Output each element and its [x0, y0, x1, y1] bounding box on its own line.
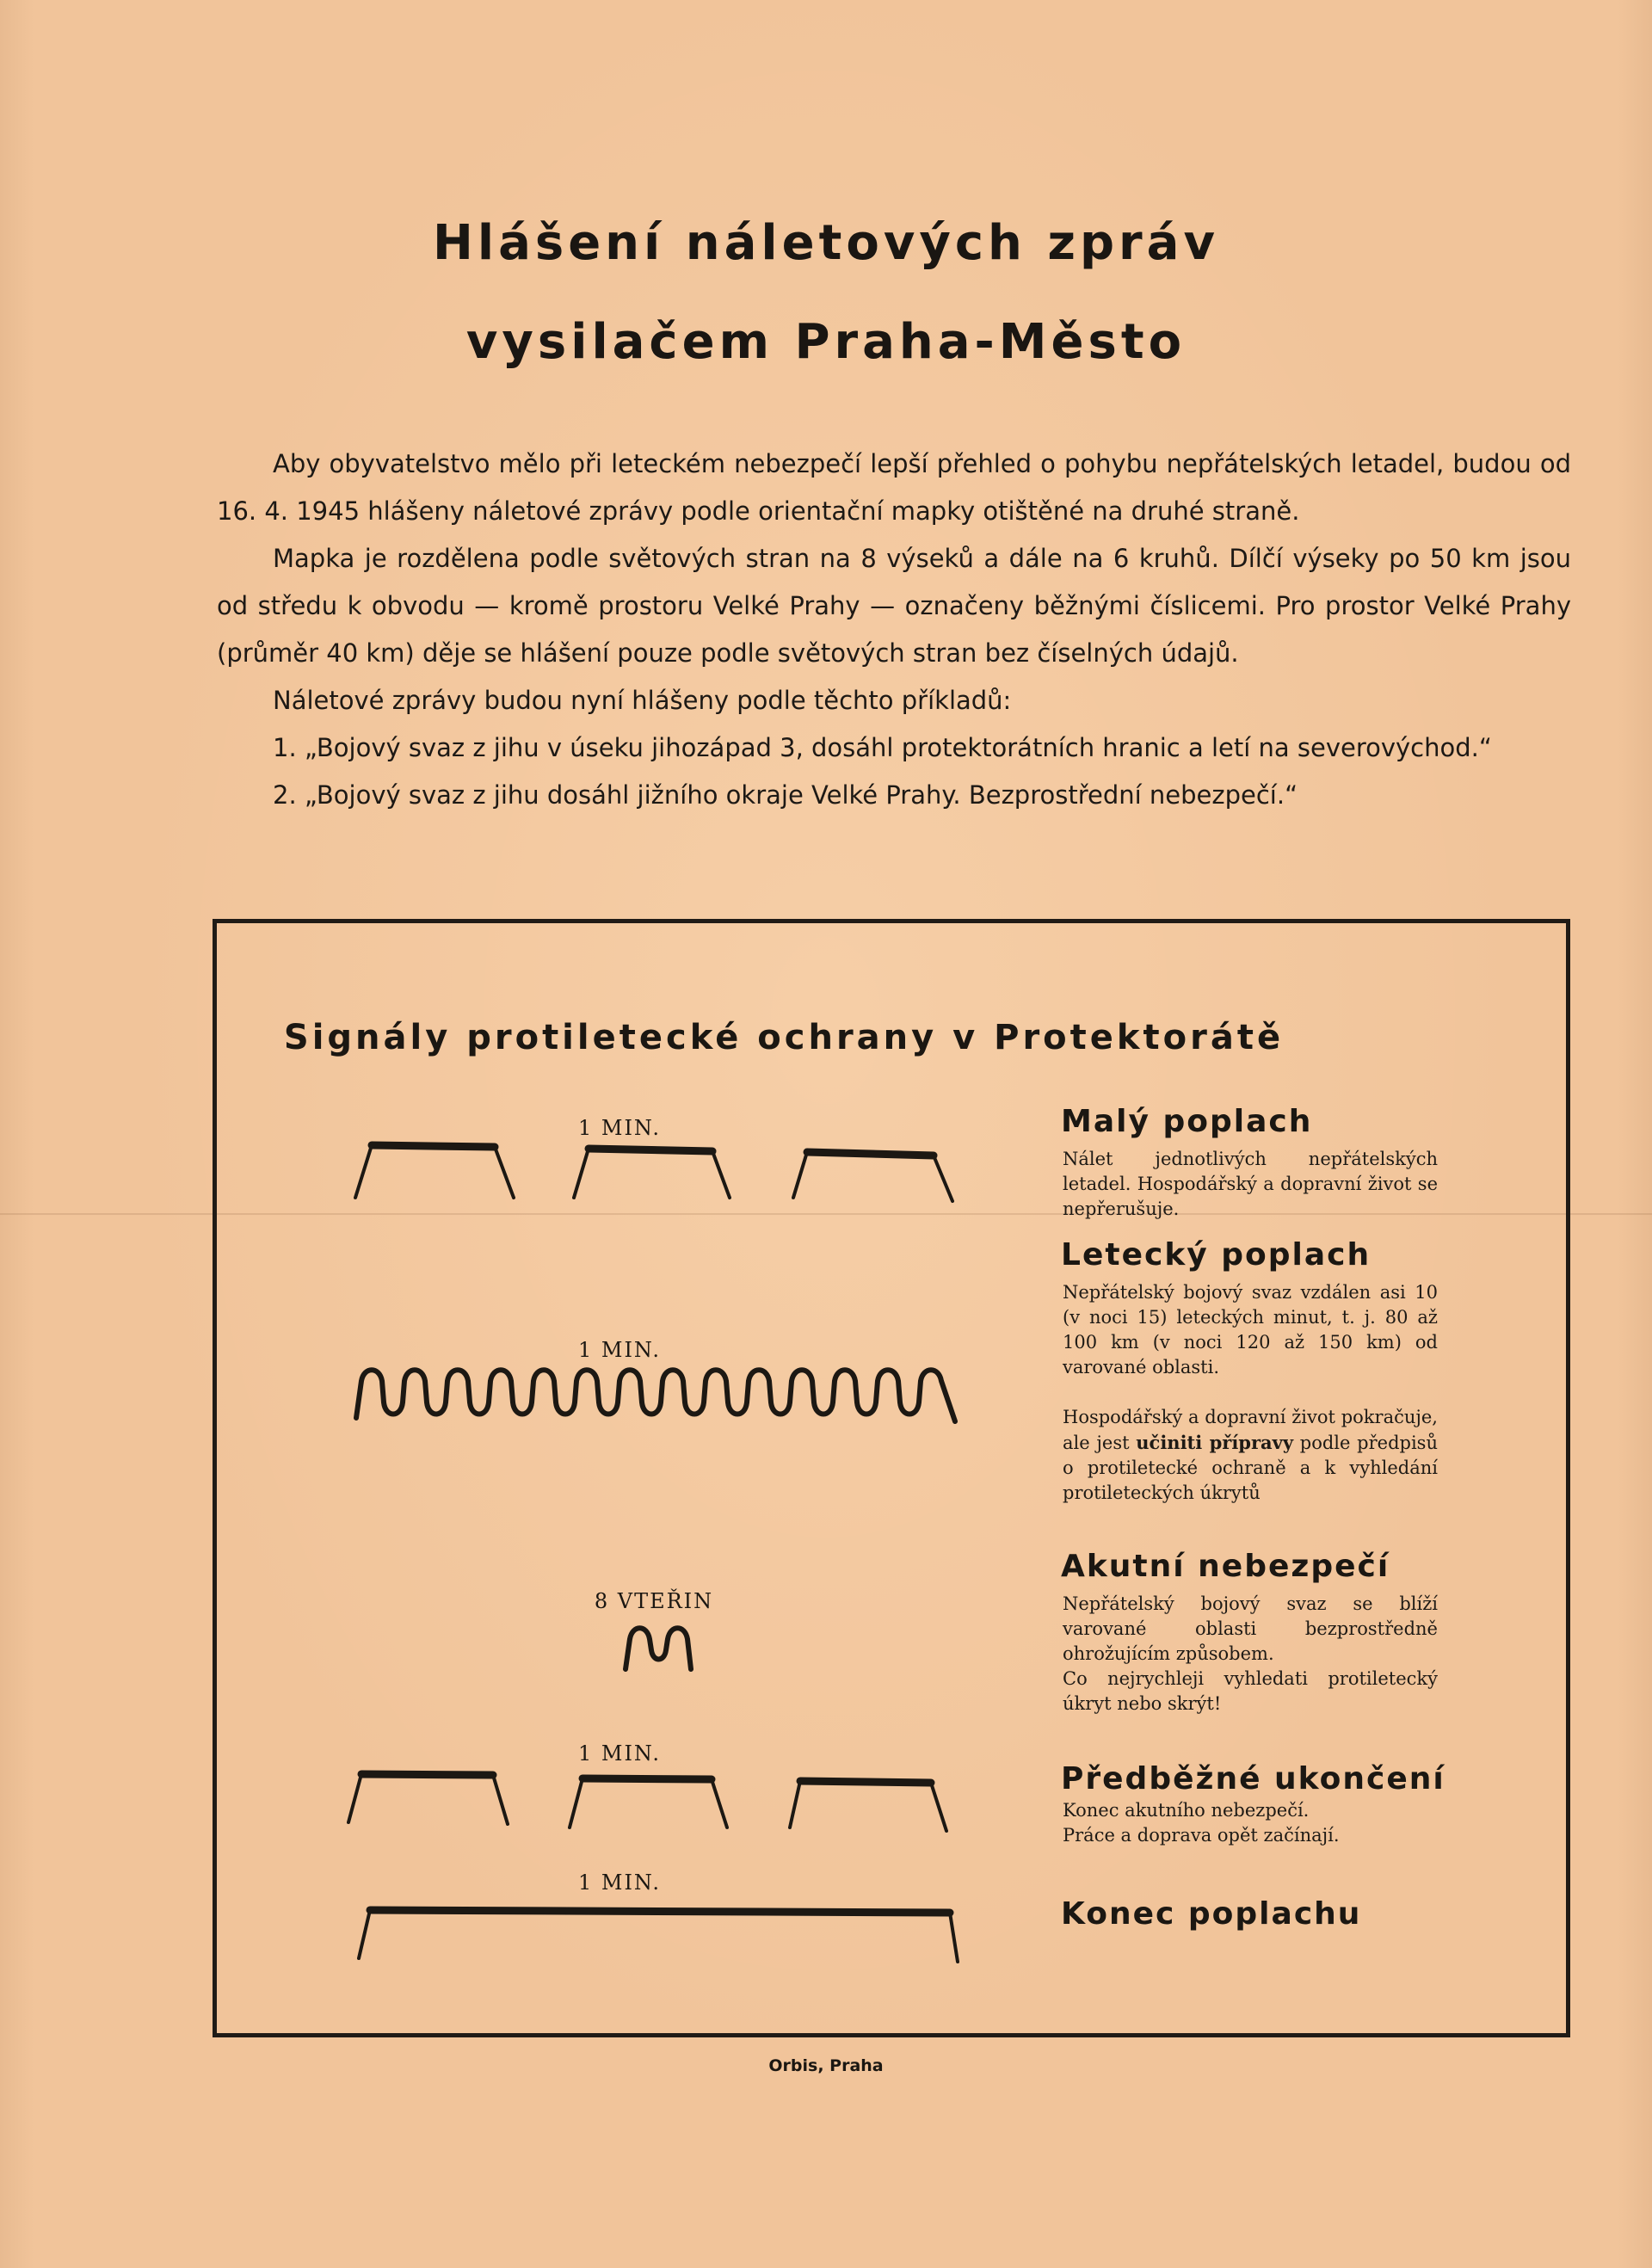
printer-credit: Orbis, Praha [768, 2056, 884, 2075]
signal-maly-pulse-2 [574, 1149, 730, 1198]
signal-maly-pulse-3 [793, 1152, 952, 1201]
signal-letecky-wave [356, 1370, 955, 1421]
desc-predbezne-ukonceni: Konec akutního nebezpečí. [1063, 1800, 1310, 1821]
heading-maly-poplach: Malý poplach [1061, 1104, 1313, 1139]
signals-title: Signály protiletecké ochrany v Protektorátě [283, 1018, 1285, 1057]
heading-predbezne-ukonceni: Předběžné ukončení [1061, 1761, 1446, 1797]
intro-paragraph-3: Náletové zprávy budou nyní hlášeny podle těchto příkladů: [273, 686, 1012, 715]
desc-maly-poplach: Nálet jednotlivých nepřátelských letadel. Hospodářský a dopravní život se nepřerušuje. [1063, 1149, 1438, 1219]
duration-label-letecky: 1 MIN. [577, 1338, 662, 1362]
example-1: 1. „Bojový svaz z jihu v úseku jihozápad 3, dosáhl protektorátních hranic a letí na severovýchod.“ [273, 733, 1492, 762]
siren-signal-diagrams [336, 1067, 989, 2013]
signal-konec-long-pulse [359, 1910, 958, 1962]
desc-letecky-poplach: Nepřátelský bojový svaz vzdálen asi 10 (v noci 15) leteckých minut, t. j. 80 až 100 km (v noci 120 až 150 km) od varované oblasti. [1063, 1282, 1438, 1377]
desc-predbezne-ukonceni-2: Práce a doprava opět začínají. [1063, 1825, 1340, 1846]
desc-akutni-nebezpeci-2: Co nejrychleji vyhledati protiletecký úkryt nebo skrýt! [1063, 1668, 1438, 1714]
desc-akutni-nebezpeci: Nepřátelský bojový svaz se blíží varované oblasti bezprostředně ohrožujícím způsobem. [1063, 1593, 1438, 1664]
duration-label-konec: 1 MIN. [577, 1870, 662, 1895]
example-2: 2. „Bojový svaz z jihu dosáhl jižního okraje Velké Prahy. Bezprostřední nebezpečí.“ [273, 780, 1298, 810]
heading-konec-poplachu: Konec poplachu [1061, 1896, 1362, 1932]
intro-paragraph-2: Mapka je rozdělena podle světových stran na 8 výseků a dále na 6 kruhů. Dílčí výseky po 50 km jsou od středu k obvodu — kromě prostoru Velké Prahy — označeny běžnými číslicemi. Pro prostor Velké Prahy (průměr 40 km) děje se hlášení pouze podle světových stran bez číselných údajů. [217, 544, 1571, 668]
page-title-line1: Hlášení náletových zpráv [433, 215, 1219, 271]
duration-label-predbezne: 1 MIN. [577, 1741, 662, 1766]
signal-predbezne-pulse-2 [570, 1778, 727, 1827]
signal-maly-pulse-1 [355, 1145, 514, 1198]
duration-label-maly: 1 MIN. [577, 1116, 662, 1140]
desc-letecky-part-a: Hospodářský a dopravní život pokračuje, ale jest [1063, 1407, 1438, 1453]
desc-letecky-emphasis: učiniti přípravy [1136, 1432, 1294, 1453]
heading-akutni-nebezpeci: Akutní nebezpečí [1061, 1549, 1390, 1584]
desc-letecky-part-c: podle předpisů o protiletecké ochraně a k vyhledání protileteckých úkrytů [1063, 1433, 1438, 1503]
signal-predbezne-pulse-1 [348, 1774, 508, 1824]
intro-paragraph-1: Aby obyvatelstvo mělo při leteckém nebezpečí lepší přehled o pohybu nepřátelských letadel, budou od 16. 4. 1945 hlášeny náletové zprávy podle orientační mapky otištěné na druhé straně. [217, 449, 1571, 526]
desc-letecky-poplach-2 [1063, 1405, 1438, 1506]
page-title-line2: vysilačem Praha-Město [465, 314, 1187, 370]
heading-letecky-poplach: Letecký poplach [1061, 1237, 1372, 1273]
signal-predbezne-pulse-3 [790, 1781, 946, 1831]
duration-label-akutni: 8 VTEŘIN [594, 1589, 714, 1613]
signal-akutni-wave [626, 1628, 691, 1669]
